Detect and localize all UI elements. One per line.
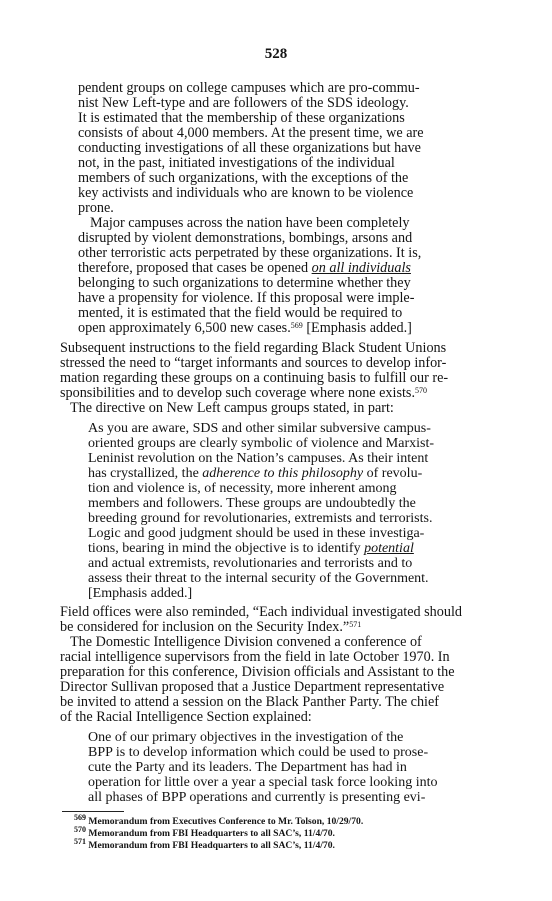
footnote: $^{570}$ Memorandum from FBI Headquarters to all SAC’s, 11/4/70. <box>74 825 335 839</box>
text-line: conducting investigations of all these organizations but have <box>78 140 421 156</box>
text-line: racial intelligence supervisors from the field in late October 1970. In <box>60 649 450 665</box>
text-line: Director Sullivan proposed that a Justice Department representative <box>60 679 445 695</box>
text-line: oriented groups are clearly symbolic of violence and Marxist- <box>88 436 434 451</box>
text-line: Leninist revolution on the Nation’s campuses. As their intent <box>88 451 429 466</box>
footnote: $^{569}$ Memorandum from Executives Conference to Mr. Tolson, 10/29/70. <box>74 813 364 827</box>
emphasis-text: adherence to this philosophy <box>202 466 364 481</box>
text-line: BPP is to develop information which could be used to prose- <box>88 745 429 760</box>
text-line: other terroristic acts perpetrated by these organizations. It is, <box>78 245 422 261</box>
text-line: all phases of BPP operations and currently is presenting evi- <box>88 790 426 805</box>
text-line: be invited to attend a session on the Black Panther Party. The chief <box>60 694 440 710</box>
page-number: 528 <box>264 46 288 62</box>
footnote-divider <box>62 811 124 812</box>
text-line: operation for little over a year a special task force looking into <box>88 775 438 790</box>
text-line: tion and violence is, of necessity, more inherent among <box>88 481 397 496</box>
text-line: has crystallized, the adherence to this philosophy of revolu- <box>88 466 423 481</box>
text-line: members of such organizations, with the exceptions of the <box>78 170 409 186</box>
text-line: consists of about 4,000 members. At the present time, we are <box>78 125 424 141</box>
text-line: members and followers. These groups are undoubtedly the <box>88 496 416 511</box>
text-line: Logic and good judgment should be used in these investiga- <box>88 526 425 541</box>
text-line: belonging to such organizations to determine whether they <box>78 275 411 291</box>
text-line: nist New Left-type and are followers of the SDS ideology. <box>78 95 409 111</box>
text-line: Subsequent instructions to the field regarding Black Student Unions <box>60 340 447 356</box>
text-line: stressed the need to “target informants and sources to develop infor- <box>60 355 447 371</box>
text-line: mented, it is estimated that the field would be required to <box>78 305 403 321</box>
emphasis-text: on all individuals <box>311 260 411 276</box>
text-line: breeding ground for revolutionaries, extremists and terrorists. <box>88 511 433 526</box>
text-line: tions, bearing in mind the objective is to identify potential <box>88 541 414 556</box>
text-line: One of our primary objectives in the investigation of the <box>88 730 404 745</box>
footnote: $^{571}$ Memorandum from FBI Headquarters to all SAC’s, 11/4/70. <box>74 837 335 851</box>
text-line: and actual extremists, revolutionaries and terrorists and to <box>88 556 413 571</box>
footnote-ref: 570 <box>415 386 427 395</box>
text-line: Major campuses across the nation have been completely <box>90 215 410 231</box>
text-line: disrupted by violent demonstrations, bombings, arsons and <box>78 230 413 246</box>
text-line: of the Racial Intelligence Section explained: <box>60 709 312 725</box>
footnote-ref: 569 <box>290 321 303 330</box>
text-line: Field offices were also reminded, “Each individual investigated should <box>60 604 463 620</box>
text-line: sponsibilities and to develop such coverage where none exists.$^{570}$ <box>60 385 427 401</box>
text-line: open approximately 6,500 new cases.$^{569}$ [Emphasis added.] <box>78 320 412 336</box>
text-line: It is estimated that the membership of these organizations <box>78 110 405 126</box>
text-line: not, in the past, initiated investigations of the individual <box>78 155 395 171</box>
emphasis-text: potential <box>364 541 414 556</box>
text-line: cute the Party and its leaders. The Department has had in <box>88 760 407 775</box>
text-line: assess their threat to the internal security of the Government. <box>88 571 429 586</box>
text-line: As you are aware, SDS and other similar subversive campus- <box>88 421 431 436</box>
text-line: The directive on New Left campus groups stated, in part: <box>70 400 394 416</box>
text-line: mation regarding these groups on a continuing basis to fulfill our re- <box>60 370 449 386</box>
footnote-ref: 571 <box>349 620 362 629</box>
text-line: therefore, proposed that cases be opened on all individuals <box>78 260 411 276</box>
text-line: prone. <box>78 200 114 216</box>
text-line: be considered for inclusion on the Security Index.”$^{571}$ <box>60 619 362 635</box>
text-line: preparation for this conference, Division officials and Assistant to the <box>60 664 455 680</box>
text-line: have a propensity for violence. If this proposal were imple- <box>78 290 415 306</box>
text-line: [Emphasis added.] <box>88 586 193 601</box>
text-line: pendent groups on college campuses which are pro-commu- <box>78 80 420 96</box>
text-line: The Domestic Intelligence Division convened a conference of <box>70 634 422 650</box>
text-line: key activists and individuals who are known to be violence <box>78 185 414 201</box>
